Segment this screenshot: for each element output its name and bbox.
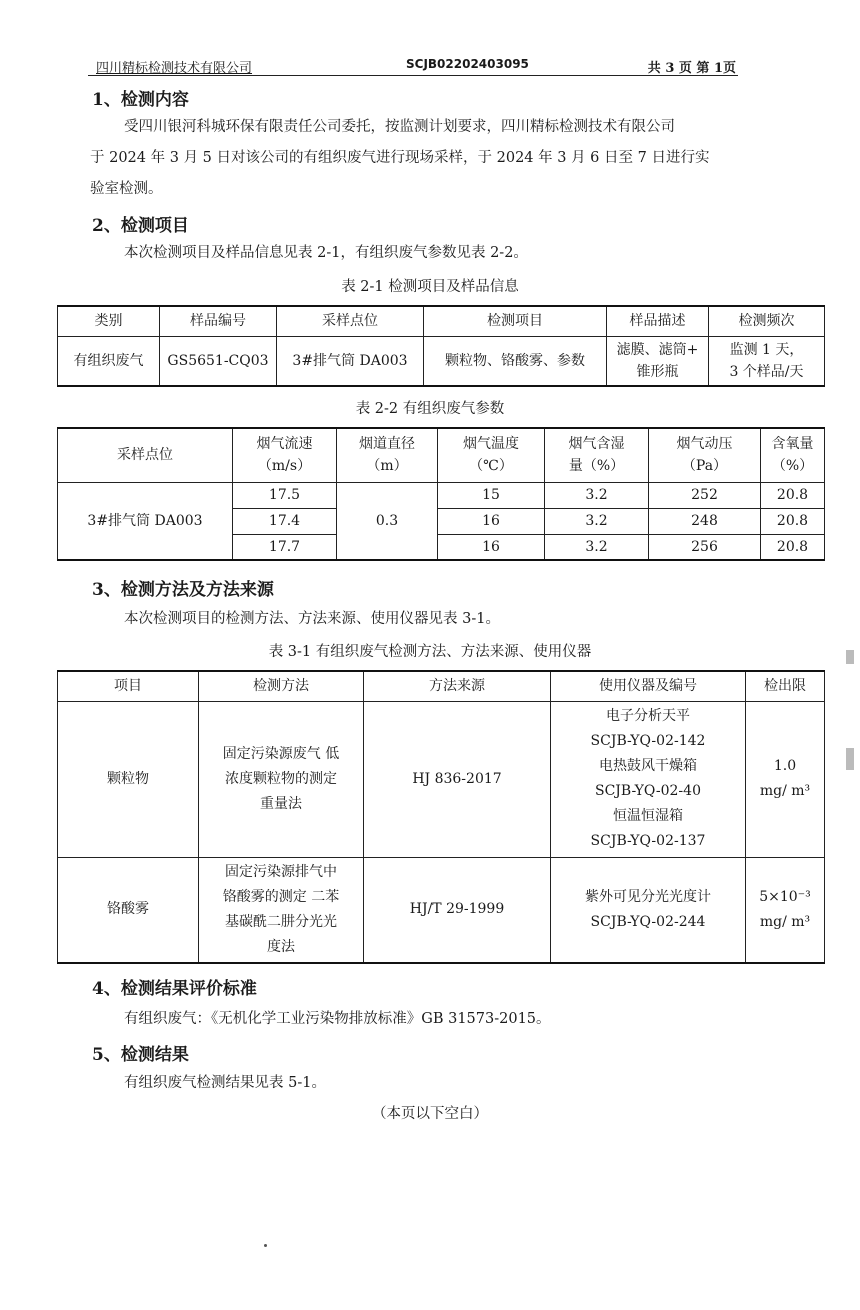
- limit-unit: mg/ m³: [759, 783, 811, 799]
- section-5-text: 有组织废气检测结果见表 5-1。: [124, 1075, 326, 1091]
- table-row: [58, 336, 825, 386]
- cell-method: [199, 857, 364, 963]
- cell-speed: 17.5: [233, 482, 337, 508]
- section-4-title: 4、检测结果评价标准: [92, 979, 257, 999]
- section-2-text: 本次检测项目及样品信息见表 2-1，有组织废气参数见表 2-2。: [124, 245, 528, 261]
- table-2-1: [57, 305, 825, 387]
- column-header-pressure: [649, 428, 761, 482]
- sample-desc-line-2: 锥形瓶: [636, 363, 679, 380]
- table-row: [58, 857, 825, 963]
- cell-pressure: 256: [649, 534, 761, 560]
- column-header: 样品描述: [607, 306, 709, 336]
- method-line: 基碳酰二肼分光光: [225, 913, 337, 930]
- table-2-2: [57, 427, 825, 561]
- cell-sample-no: GS5651-CQ03: [160, 336, 277, 386]
- column-header: 检测项目: [424, 306, 607, 336]
- limit-value: 5×10⁻³: [759, 888, 811, 905]
- cell-speed: 17.4: [233, 508, 337, 534]
- column-header: 方法来源: [364, 671, 551, 701]
- cell-sample-desc: [607, 336, 709, 386]
- blank-below-note: （本页以下空白）: [372, 1106, 488, 1122]
- column-header: 样品编号: [160, 306, 277, 336]
- method-line: 重量法: [260, 795, 302, 812]
- sample-desc-line-1: 滤膜、滤筒+: [616, 341, 699, 358]
- table-header-row: [58, 671, 825, 701]
- cell-method: [199, 701, 364, 857]
- instrument-line: SCJB-YQ-02-40: [595, 783, 701, 799]
- cell-limit: [746, 701, 825, 857]
- section-2-title: 2、检测项目: [92, 216, 189, 236]
- cell-item: 铬酸雾: [58, 857, 199, 963]
- table-header-row: [58, 306, 825, 336]
- column-header-humidity: [545, 428, 649, 482]
- header-line: 量（%）: [568, 458, 625, 475]
- cell-limit: [746, 857, 825, 963]
- cell-humidity: 3.2: [545, 508, 649, 534]
- header-line: （m/s）: [257, 458, 312, 475]
- header-line: （Pa）: [681, 458, 728, 475]
- instrument-line: 电热鼓风干燥箱: [599, 758, 697, 774]
- header-line: 烟道直径: [359, 436, 415, 453]
- cell-temperature: 16: [438, 508, 545, 534]
- cell-instruments: [551, 701, 746, 857]
- instrument-line: 紫外可见分光光度计: [585, 888, 711, 905]
- header-line: 烟气温度: [463, 436, 519, 453]
- column-header-point: 采样点位: [58, 428, 233, 482]
- section-1-line-3: 验室检测。: [90, 181, 163, 197]
- column-header: 采样点位: [277, 306, 424, 336]
- cell-source: HJ/T 29-1999: [364, 857, 551, 963]
- frequency-line-2: 3 个样品/天: [729, 363, 804, 380]
- method-line: 铬酸雾的测定 二苯: [222, 888, 340, 905]
- column-header: 使用仪器及编号: [551, 671, 746, 701]
- method-line: 固定污染源排气中: [225, 863, 337, 880]
- scan-speck: [264, 1244, 267, 1247]
- section-4-text: 有组织废气：《无机化学工业污染物排放标准》GB 31573-2015。: [124, 1011, 551, 1027]
- table-3-1-caption: 表 3-1 有组织废气检测方法、方法来源、使用仪器: [268, 644, 592, 660]
- table-2-1-caption: 表 2-1 检测项目及样品信息: [341, 279, 519, 295]
- section-3-text: 本次检测项目的检测方法、方法来源、使用仪器见表 3-1。: [124, 611, 500, 627]
- cell-pressure: 248: [649, 508, 761, 534]
- scan-edge-mark: [846, 748, 854, 770]
- method-line: 固定污染源废气 低: [222, 745, 340, 762]
- instrument-line: SCJB-YQ-02-142: [590, 733, 706, 749]
- cell-humidity: 3.2: [545, 482, 649, 508]
- cell-oxygen: 20.8: [761, 508, 825, 534]
- cell-oxygen: 20.8: [761, 534, 825, 560]
- column-header-oxygen: [761, 428, 825, 482]
- cell-oxygen: 20.8: [761, 482, 825, 508]
- limit-value: 1.0: [773, 758, 797, 774]
- column-header: 检测频次: [709, 306, 825, 336]
- cell-temperature: 15: [438, 482, 545, 508]
- cell-temperature: 16: [438, 534, 545, 560]
- header-line: 烟气含湿: [568, 436, 625, 453]
- table-row: [58, 482, 825, 508]
- column-header: 类别: [58, 306, 160, 336]
- header-line: 烟气流速: [256, 436, 313, 453]
- instrument-line: SCJB-YQ-02-137: [590, 833, 706, 849]
- header-line: 含氧量: [771, 436, 814, 453]
- scan-edge-mark: [846, 650, 854, 664]
- header-line: （℃）: [469, 458, 513, 475]
- cell-humidity: 3.2: [545, 534, 649, 560]
- section-1-line-1: 受四川银河科城环保有限责任公司委托，按监测计划要求，四川精标检测技术有限公司: [124, 119, 675, 135]
- cell-frequency: [709, 336, 825, 386]
- column-header-temperature: [438, 428, 545, 482]
- cell-pressure: 252: [649, 482, 761, 508]
- section-1-line-2: 于 2024 年 3 月 5 日对该公司的有组织废气进行现场采样，于 2024 年 3 月 6 日至 7 日进行实: [90, 150, 710, 166]
- section-1-title: 1、检测内容: [92, 90, 189, 110]
- instrument-line: SCJB-YQ-02-244: [590, 913, 706, 930]
- instrument-line: 电子分析天平: [606, 708, 690, 724]
- table-2-2-caption: 表 2-2 有组织废气参数: [355, 401, 505, 417]
- header-report-number: SCJB02202403095: [406, 57, 529, 71]
- cell-source: HJ 836-2017: [364, 701, 551, 857]
- column-header: 项目: [58, 671, 199, 701]
- table-3-1: [57, 670, 825, 964]
- page-header: [88, 55, 738, 76]
- cell-sampling-point: 3#排气筒 DA003: [277, 336, 424, 386]
- cell-instruments: [551, 857, 746, 963]
- header-company: 四川精标检测技术有限公司: [96, 61, 253, 76]
- cell-item: 颗粒物: [58, 701, 199, 857]
- header-page-count: 共 3 页 第 1页: [647, 61, 736, 76]
- frequency-line-1: 监测 1 天，: [729, 341, 804, 358]
- cell-sampling-point: 3#排气筒 DA003: [58, 482, 233, 560]
- header-line: （m）: [366, 458, 408, 475]
- cell-test-items: 颗粒物、铬酸雾、参数: [424, 336, 607, 386]
- limit-unit: mg/ m³: [759, 913, 811, 930]
- column-header-speed: [233, 428, 337, 482]
- column-header: 检测方法: [199, 671, 364, 701]
- column-header: 检出限: [746, 671, 825, 701]
- cell-category: 有组织废气: [58, 336, 160, 386]
- method-line: 度法: [267, 938, 295, 955]
- section-3-title: 3、检测方法及方法来源: [92, 580, 274, 600]
- header-line: 烟气动压: [676, 436, 733, 453]
- method-line: 浓度颗粒物的测定: [225, 770, 337, 787]
- header-line: （%）: [771, 458, 814, 475]
- table-row: [58, 701, 825, 857]
- instrument-line: 恒温恒湿箱: [613, 808, 683, 824]
- table-header-row: [58, 428, 825, 482]
- column-header-diameter: [337, 428, 438, 482]
- section-5-title: 5、检测结果: [92, 1045, 189, 1065]
- cell-speed: 17.7: [233, 534, 337, 560]
- cell-diameter: 0.3: [337, 482, 438, 560]
